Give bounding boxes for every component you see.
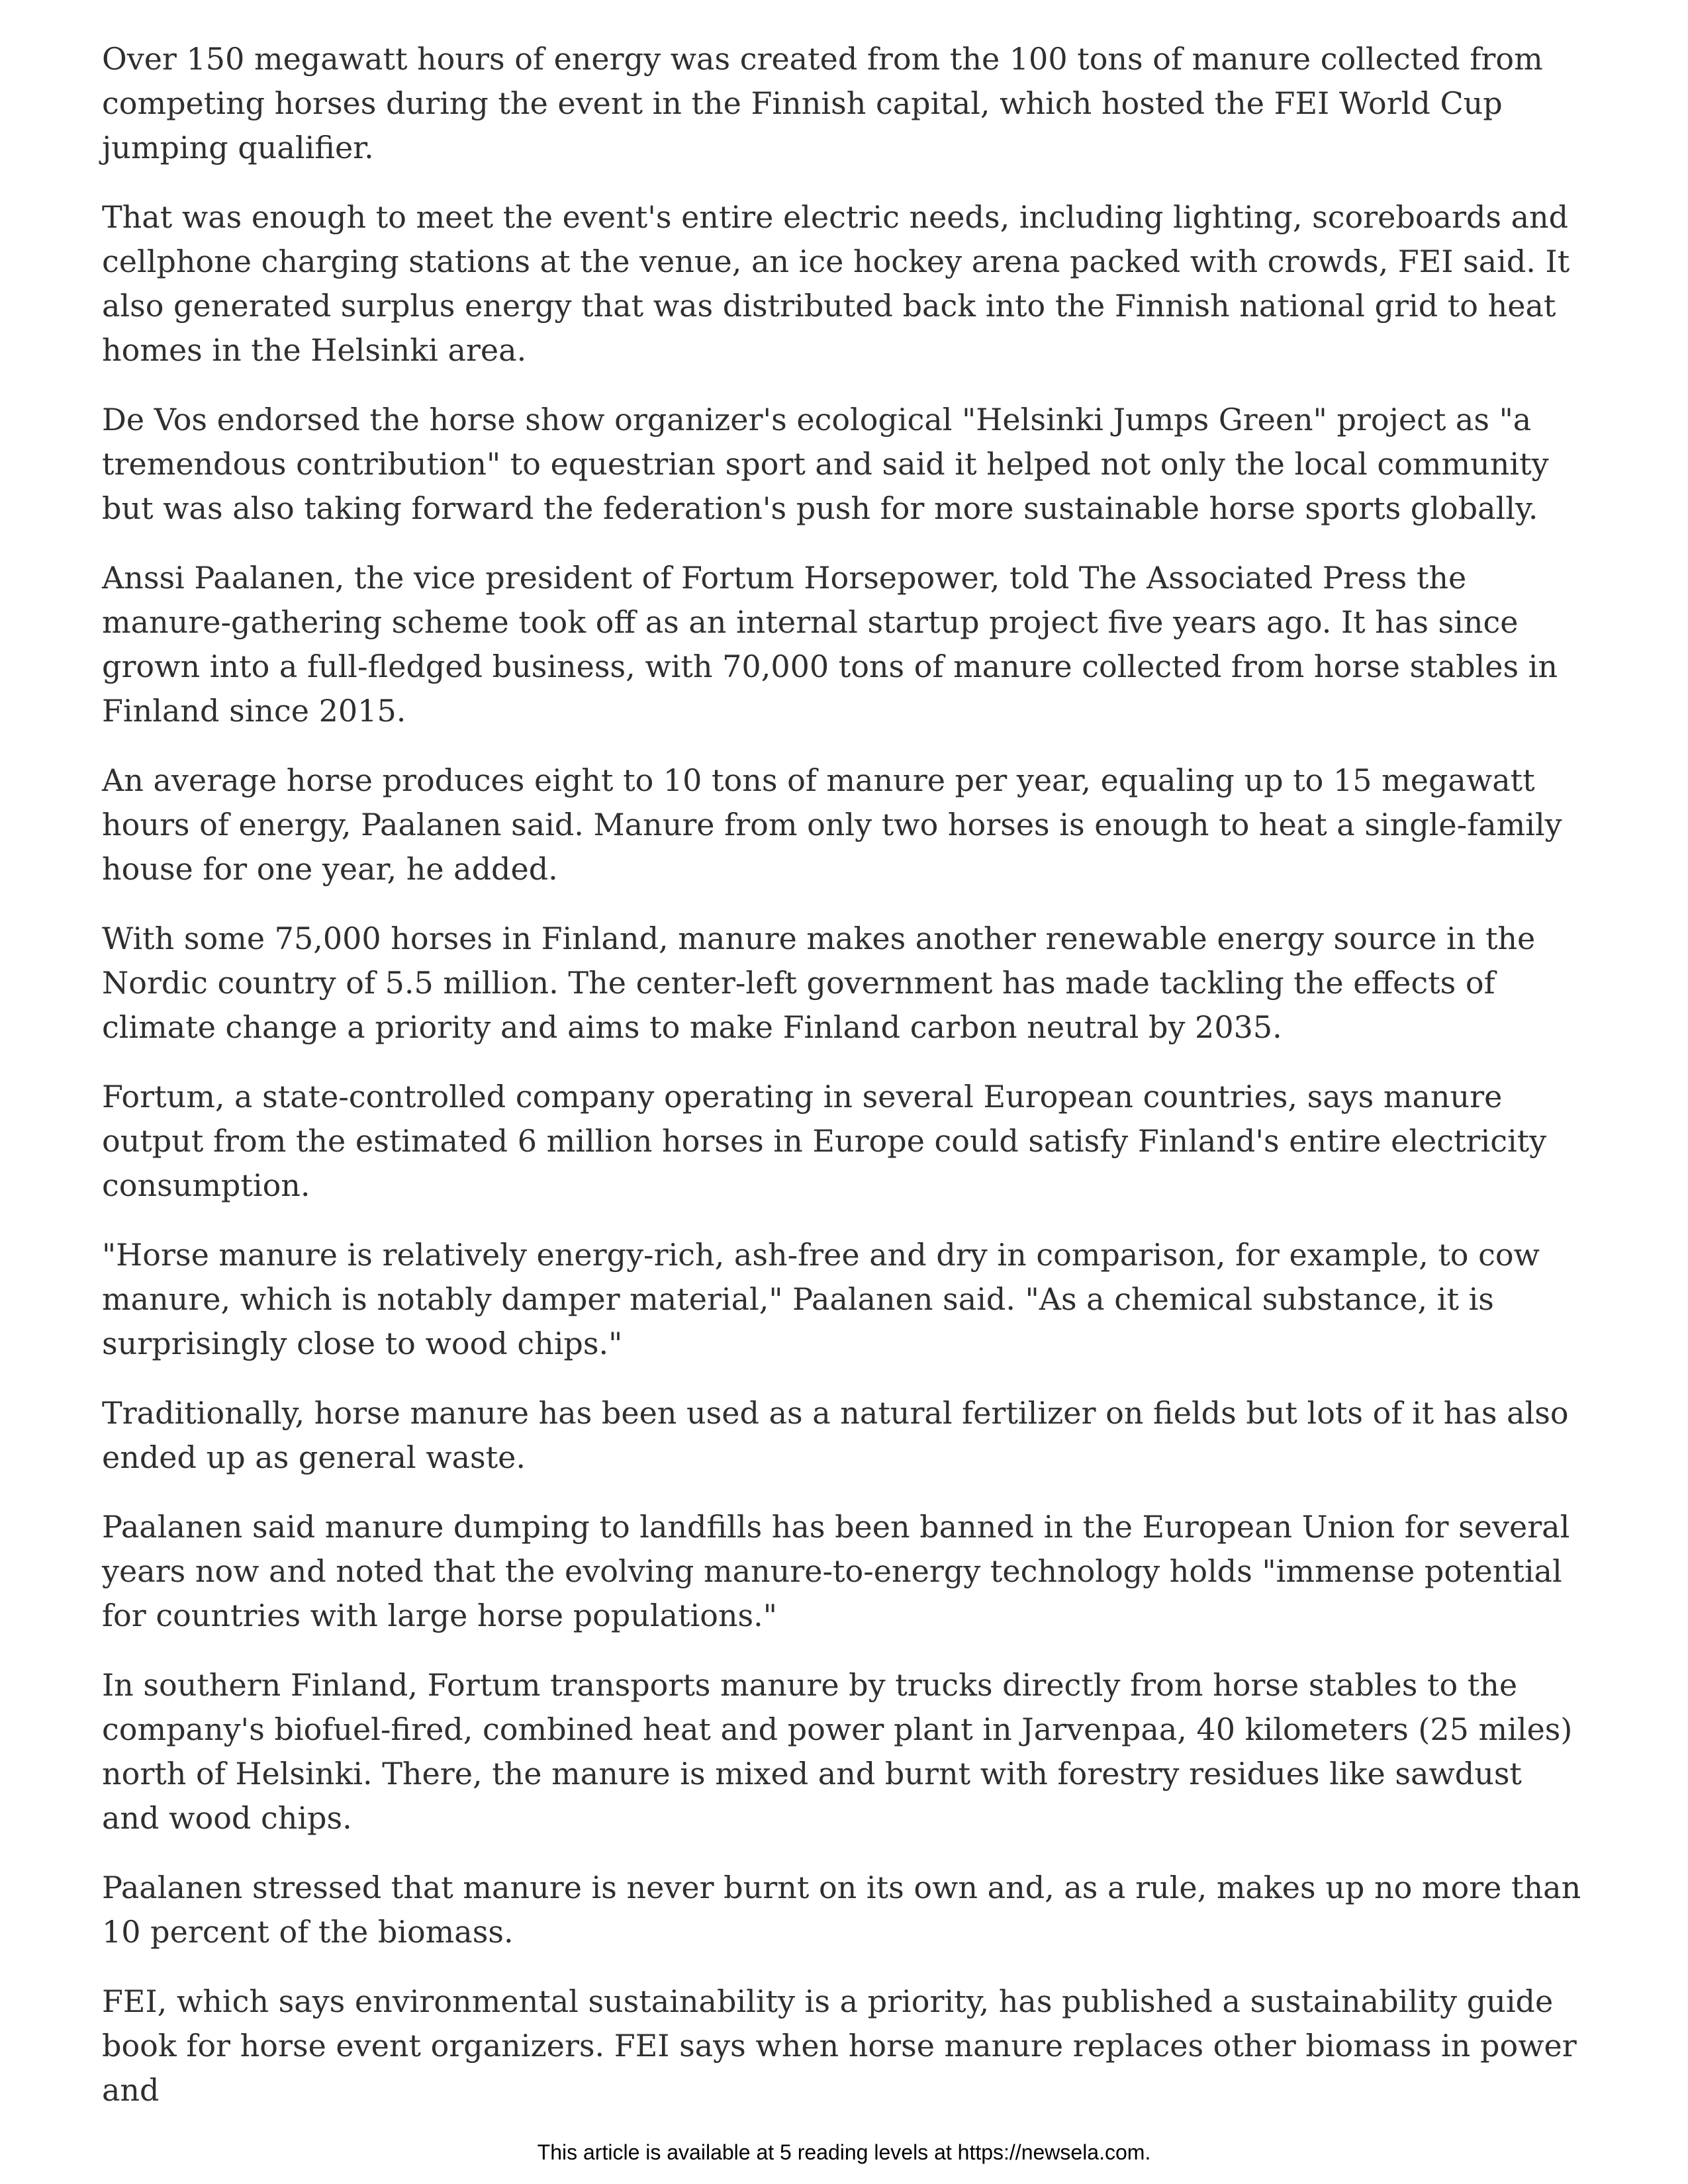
article-body bbox=[102, 37, 1588, 2138]
footer-reading-levels-note: This article is available at 5 reading levels at https://newsela.com. bbox=[537, 2140, 1151, 2164]
article-paragraph: Anssi Paalanen, the vice president of Fortum Horsepower, told The Associated Press the manure-gathering scheme took off as an internal startup project five years ago. It has since grown into a full-fledged business, with 70,000 tons of manure collected from horse stables in Finland since 2015. bbox=[102, 560, 1558, 729]
page-footer bbox=[0, 2139, 1688, 2165]
article-paragraph: In southern Finland, Fortum transports manure by trucks directly from horse stables to the company's biofuel-fired, combined heat and power plant in Jarvenpaa, 40 kilometers (25 miles) north of Helsinki. There, the manure is mixed and burnt with forestry residues like sawdust and wood chips. bbox=[102, 1667, 1573, 1836]
article-paragraph: FEI, which says environmental sustainability is a priority, has published a sustainability guide book for horse event organizers. FEI says when horse manure replaces other biomass in power and bbox=[102, 1983, 1577, 2108]
article-paragraph: Fortum, a state-controlled company operating in several European countries, says manure output from the estimated 6 million horses in Europe could satisfy Finland's entire electricity consumption. bbox=[102, 1079, 1547, 1203]
article-paragraph: "Horse manure is relatively energy-rich, ash-free and dry in comparison, for example, to cow manure, which is notably damper material," Paalanen said. "As a chemical substance, it is surprisingly close to wood chips." bbox=[102, 1237, 1540, 1361]
article-paragraph: Paalanen stressed that manure is never burnt on its own and, as a rule, makes up no more than 10 percent of the biomass. bbox=[102, 1870, 1581, 1950]
article-paragraph: De Vos endorsed the horse show organizer's ecological "Helsinki Jumps Green" project as "a tremendous contribution" to equestrian sport and said it helped not only the local community but was also taking forward the federation's push for more sustainable horse sports globally. bbox=[102, 402, 1549, 526]
article-paragraph: Traditionally, horse manure has been used as a natural fertilizer on fields but lots of it has also ended up as general waste. bbox=[102, 1395, 1569, 1475]
article-paragraph: Paalanen said manure dumping to landfills has been banned in the European Union for several years now and noted that the evolving manure-to-energy technology holds "immense potential for countries with large horse populations." bbox=[102, 1509, 1570, 1633]
article-paragraph: An average horse produces eight to 10 tons of manure per year, equaling up to 15 megawatt hours of energy, Paalanen said. Manure from only two horses is enough to heat a single-family house for one year, he added. bbox=[102, 762, 1562, 887]
article-paragraph: Over 150 megawatt hours of energy was created from the 100 tons of manure collected from competing horses during the event in the Finnish capital, which hosted the FEI World Cup jumping qualifier. bbox=[102, 41, 1543, 165]
article-paragraph: That was enough to meet the event's entire electric needs, including lighting, scoreboards and cellphone charging stations at the venue, an ice hockey arena packed with crowds, FEI said. It also generated surplus energy that was distributed back into the Finnish national grid to heat homes in the Helsinki area. bbox=[102, 199, 1570, 368]
article-paragraph: With some 75,000 horses in Finland, manure makes another renewable energy source in the Nordic country of 5.5 million. The center-left government has made tackling the effects of climate change a priority and aims to make Finland carbon neutral by 2035. bbox=[102, 921, 1536, 1045]
